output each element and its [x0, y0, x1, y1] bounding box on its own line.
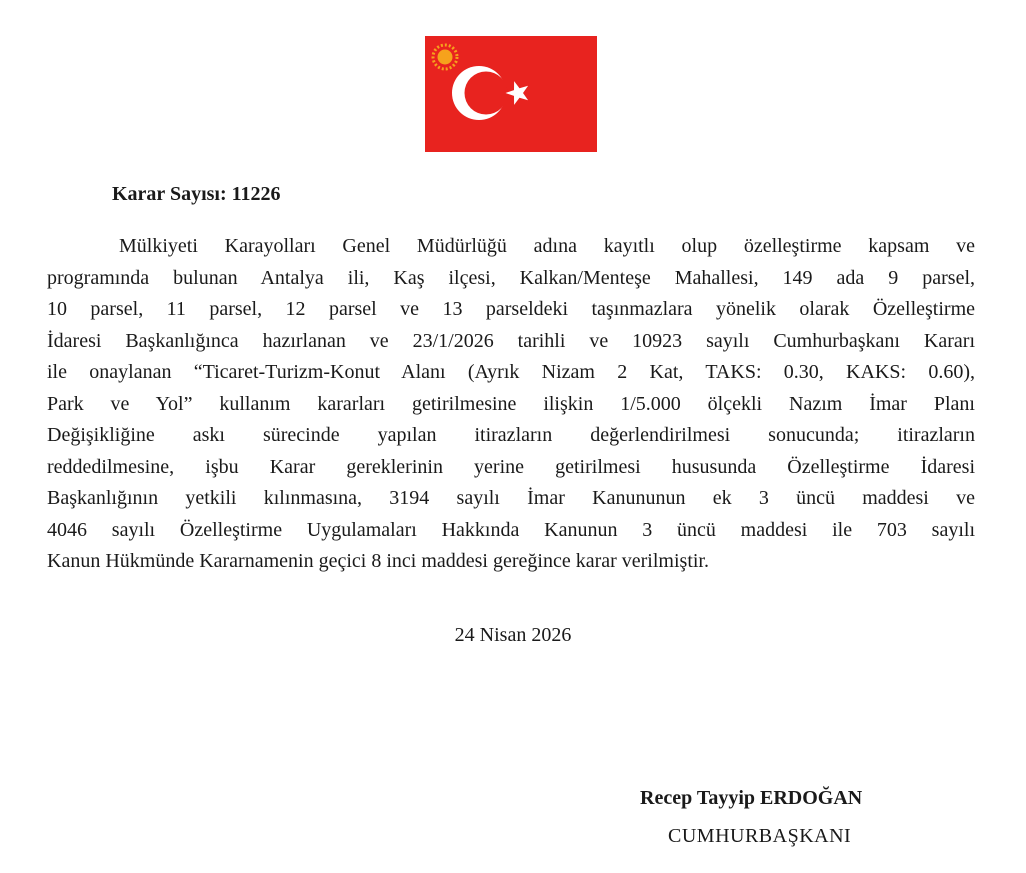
body-line: Başkanlığının yetkili kılınmasına, 3194 sayılı İmar Kanununun ek 3 üncü maddesi ve — [47, 487, 975, 509]
body-line: programında bulunan Antalya ili, Kaş ilçesi, Kalkan/Menteşe Mahallesi, 149 ada 9 parsel, — [47, 266, 975, 289]
body-line: 4046 sayılı Özelleştirme Uygulamaları Hakkında Kanunun 3 üncü maddesi ile 703 sayılı — [47, 518, 975, 541]
signatory-title: CUMHURBAŞKANI — [668, 825, 852, 847]
body-line: Kanun Hükmünde Kararnamenin geçici 8 inci maddesi gereğince karar verilmiştir. — [47, 550, 709, 572]
body-line: İdaresi Başkanlığınca hazırlanan ve 23/1/2026 tarihli ve 10923 sayılı Cumhurbaşkanı Kararı — [47, 329, 975, 352]
body-line: ile onaylanan “Ticaret-Turizm-Konut Alanı (Ayrık Nizam 2 Kat, TAKS: 0.30, KAKS: 0.60), — [47, 361, 975, 383]
turkish-flag-icon — [425, 36, 597, 152]
body-line: Mülkiyeti Karayolları Genel Müdürlüğü adına kayıtlı olup özelleştirme kapsam ve — [119, 235, 975, 257]
decision-date: 24 Nisan 2026 — [454, 624, 572, 646]
decision-body — [47, 231, 975, 578]
signatory-name: Recep Tayyip ERDOĞAN — [640, 787, 863, 809]
body-line: reddedilmesine, işbu Karar gereklerinin yerine getirilmesi hususunda Özelleştirme İdaresi — [47, 455, 975, 478]
decision-number: Karar Sayısı: 11226 — [112, 183, 281, 205]
body-line: Park ve Yol” kullanım kararları getirilmesine ilişkin 1/5.000 ölçekli Nazım İmar Planı — [47, 392, 975, 415]
body-line: Değişikliğine askı sürecinde yapılan itirazların değerlendirilmesi sonucunda; itirazların — [47, 424, 975, 446]
body-line: 10 parsel, 11 parsel, 12 parsel ve 13 parseldeki taşınmazlara yönelik olarak Özelleştirme — [47, 298, 975, 320]
